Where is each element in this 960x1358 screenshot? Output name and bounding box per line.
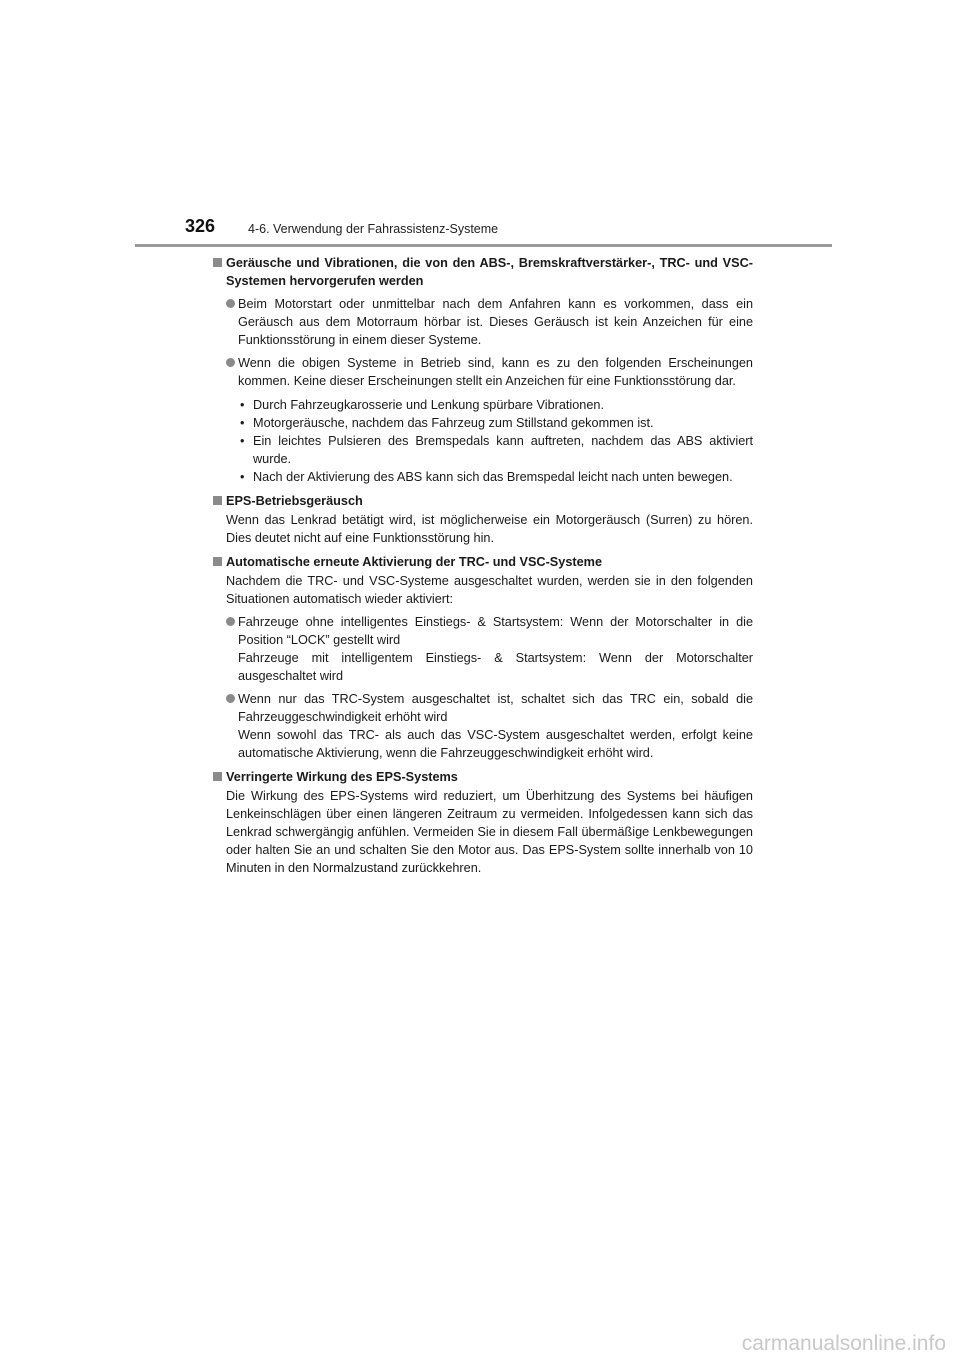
circle-bullet-icon [226, 694, 235, 703]
section-heading: Automatische erneute Aktivierung der TRC- und VSC-Systeme [213, 553, 753, 571]
section-heading: EPS-Betriebsgeräusch [213, 492, 753, 510]
circle-bullet-icon [226, 299, 235, 308]
square-bullet-icon [213, 772, 222, 781]
section-heading: Geräusche und Vibrationen, die von den ABS-, Bremskraftverstärker-, TRC- und VSC-Systemen hervorgerufen werden [213, 254, 753, 290]
square-bullet-icon [213, 496, 222, 505]
header-rule [135, 244, 832, 247]
square-bullet-icon [213, 557, 222, 566]
section-noises [213, 254, 753, 486]
list-item: Wenn nur das TRC-System ausgeschaltet ist, schaltet sich das TRC ein, sobald die Fahrzeuggeschwindigkeit erhöht wird Wenn sowohl das TRC- als auch das VSC-System ausgeschaltet werden, erfolgt keine automatische Aktivierung, wenn die Fahrzeuggeschwindigkeit erhöht wird. [213, 690, 753, 762]
page-content [213, 254, 753, 877]
list-item: Fahrzeuge ohne intelligentes Einstiegs- & Startsystem: Wenn der Motorschalter in die Position “LOCK” gestellt wird Fahrzeuge mit intelligentem Einstiegs- & Startsystem: Wenn der Motorschalter ausgeschaltet wird [213, 613, 753, 685]
sub-list-item: • Nach der Aktivierung des ABS kann sich das Bremspedal leicht nach unten bewegen. [240, 470, 733, 484]
paragraph: Wenn das Lenkrad betätigt wird, ist möglicherweise ein Motorgeräusch (Surren) zu hören. Dies deutet nicht auf eine Funktionsstörung hin. [226, 513, 753, 545]
watermark: carmanualsonline.info [741, 1332, 946, 1355]
paragraph: Die Wirkung des EPS-Systems wird reduziert, um Überhitzung des Systems bei häufigen Lenkeinschlägen über einen längeren Zeitraum zu vermeiden. Infolgedessen kann sich das Lenkrad schwergängig anfühlen. Vermeiden Sie in diesem Fall übermäßige Lenkbewegungen oder halten Sie an und schalten Sie den Motor aus. Das EPS-System sollte innerhalb von 10 Minuten in den Normalzustand zurückkehren. [226, 789, 753, 875]
list-item: Wenn die obigen Systeme in Betrieb sind, kann es zu den folgenden Erscheinungen kommen. Keine dieser Erscheinungen stellt ein Anzeichen für eine Funktionsstörung dar. [213, 354, 753, 390]
dot-marker-icon: • [240, 434, 245, 448]
dot-marker-icon: • [240, 398, 245, 412]
dot-marker-icon: • [240, 416, 245, 430]
list-item: Beim Motorstart oder unmittelbar nach dem Anfahren kann es vorkommen, dass ein Geräusch aus dem Motorraum hörbar ist. Dieses Geräusch ist kein Anzeichen für eine Funktionsstörung in einem dieser Systeme. [213, 295, 753, 349]
page-number: 326 [185, 216, 216, 236]
section-heading: Verringerte Wirkung des EPS-Systems [213, 768, 753, 786]
page-header [0, 214, 960, 248]
circle-bullet-icon [226, 617, 235, 626]
sub-list-item: • Ein leichtes Pulsieren des Bremspedals kann auftreten, nachdem das ABS aktiviert wurde. [240, 434, 753, 466]
paragraph: Nachdem die TRC- und VSC-Systeme ausgeschaltet wurden, werden sie in den folgenden Situationen automatisch wieder aktiviert: [226, 574, 753, 606]
square-bullet-icon [213, 258, 222, 267]
sub-list-item: • Durch Fahrzeugkarosserie und Lenkung spürbare Vibrationen. [240, 398, 604, 412]
section-reactivation [213, 553, 753, 762]
sub-list [213, 396, 753, 486]
circle-bullet-icon [226, 358, 235, 367]
sub-list-item: • Motorgeräusche, nachdem das Fahrzeug zum Stillstand gekommen ist. [240, 416, 654, 430]
dot-marker-icon: • [240, 470, 245, 484]
section-eps-noise [213, 492, 753, 547]
section-reduced-eps [213, 768, 753, 877]
section-title: 4-6. Verwendung der Fahrassistenz-Systeme [248, 222, 499, 236]
